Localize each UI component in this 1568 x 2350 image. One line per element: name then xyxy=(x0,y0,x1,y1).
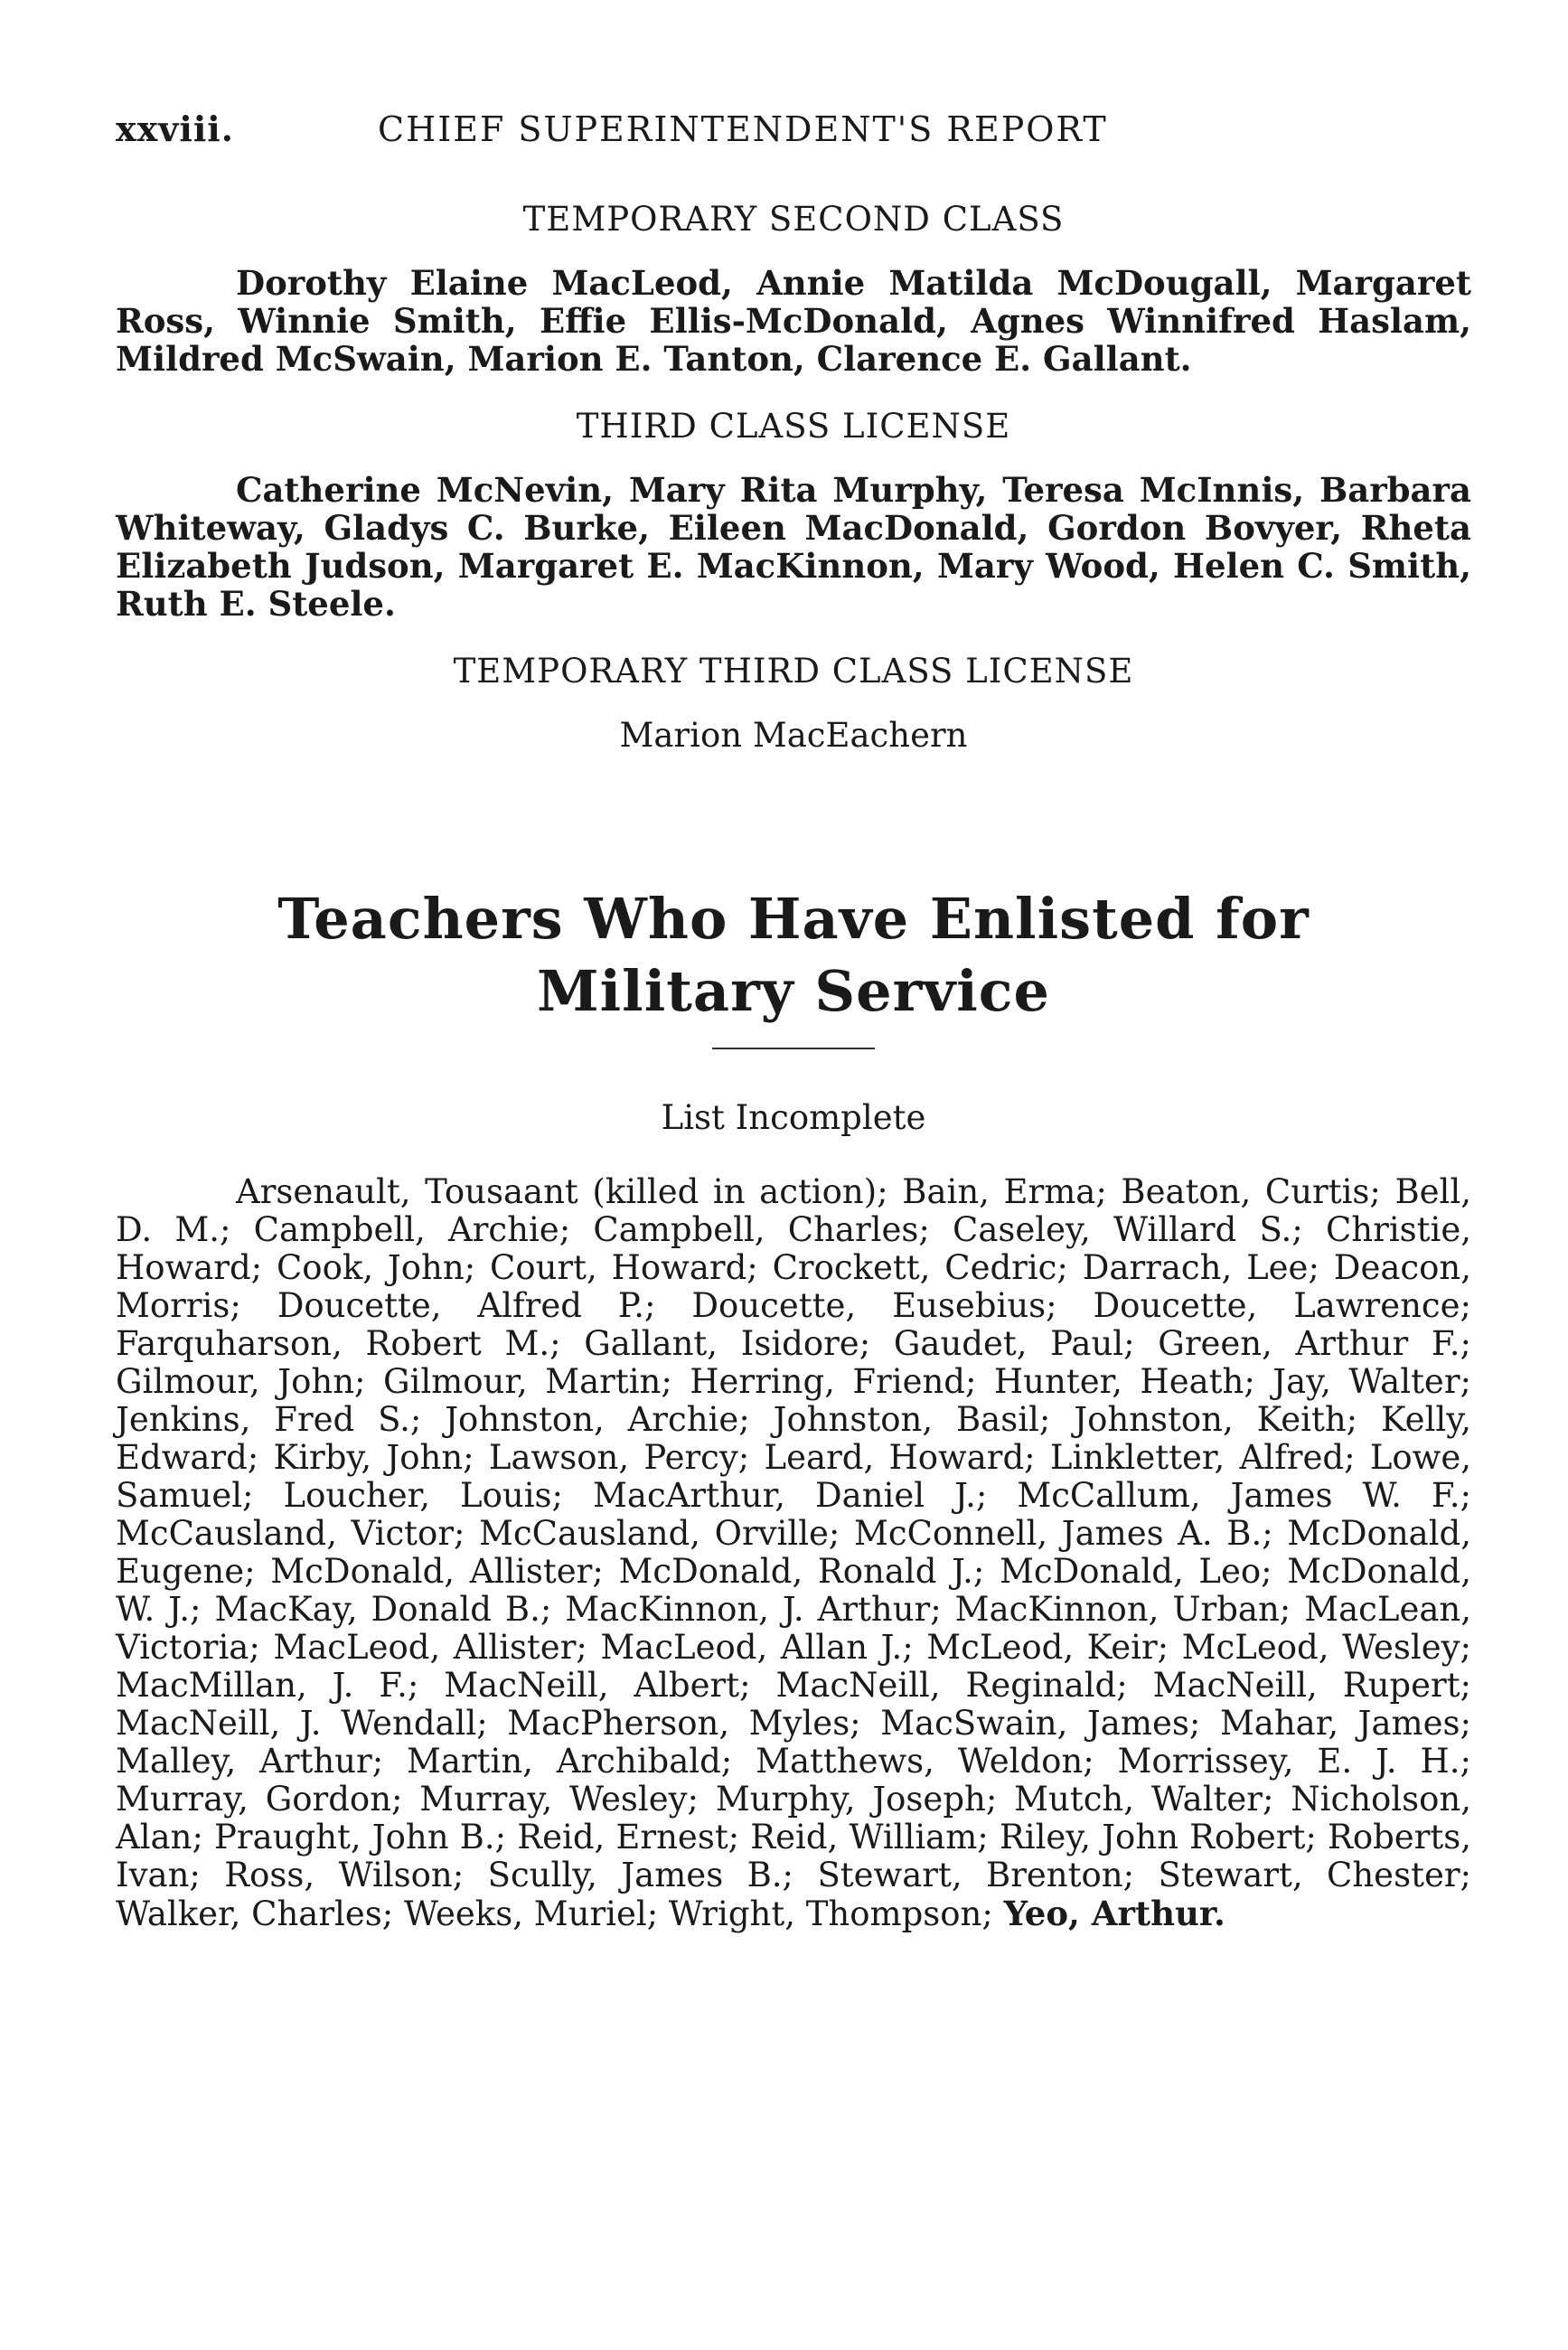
temporary-second-class-names: Dorothy Elaine MacLeod, Annie Matilda McDougall, Margaret Ross, Winnie Smith, Effie Ellis-McDonald, Agnes Winnifred Haslam, Mildred McSwain, Marion E. Tanton, Clarence E. Gallant. xyxy=(116,263,1471,379)
section-heading-temporary-second-class: TEMPORARY SECOND CLASS xyxy=(522,200,1065,239)
list-note: List Incomplete xyxy=(661,1098,926,1137)
temporary-third-class-license-names: Marion MacEachern xyxy=(619,716,968,755)
enlisted-title xyxy=(116,883,1471,1028)
enlisted-roster xyxy=(116,1173,1471,1933)
report-page xyxy=(116,108,1471,1933)
title-divider xyxy=(712,1048,875,1049)
page-header xyxy=(116,108,1471,149)
enlisted-title-line-1: Teachers Who Have Enlisted for xyxy=(277,886,1310,952)
running-head: CHIEF SUPERINTENDENT'S REPORT xyxy=(378,109,1108,149)
enlisted-roster-last: Yeo, Arthur. xyxy=(1003,1894,1225,1933)
enlisted-title-line-2: Military Service xyxy=(536,958,1051,1024)
page-number: xxviii. xyxy=(116,108,234,149)
enlisted-roster-names: Arsenault, Tousaant (killed in action); Bain, Erma; Beaton, Curtis; Bell, D. M.; Campbell, Archie; Campbell, Charles; Caseley, Willard S.; Christie, Howard; Cook, John; Court, Howard; Crockett, Cedric; Darrach, Lee; Deacon, Morris; Doucette, Alfred P.; Doucette, Eusebius; Doucette, Lawrence; Farquharson, Robert M.; Gallant, Isidore; Gaudet, Paul; Green, Arthur F.; Gilmour, John; Gilmour, Martin; Herring, Friend; Hunter, Heath; Jay, Walter; Jenkins, Fred S.; Johnston, Archie; Johnston, Basil; Johnston, Keith; Kelly, Edward; Kirby, John; Lawson, Percy; Leard, Howard; Linkletter, Alfred; Lowe, Samuel; Loucher, Louis; MacArthur, Daniel J.; McCallum, James W. F.; McCausland, Victor; McCausland, Orville; McConnell, James A. B.; McDonald, Eugene; McDonald, Allister; McDonald, Ronald J.; McDonald, Leo; McDonald, W. J.; MacKay, Donald B.; MacKinnon, J. Arthur; MacKinnon, Urban; MacLean, Victoria; MacLeod, Allister; MacLeod, Allan J.; McLeod, Keir; McLeod, Wesley; MacMillan, J. F.; MacNeill, Albert; MacNeill, Reginald; MacNeill, Rupert; MacNeill, J. Wendall; MacPherson, Myles; MacSwain, James; Mahar, James; Malley, Arthur; Martin, Archibald; Matthews, Weldon; Morrissey, E. J. H.; Murray, Gordon; Murray, Wesley; Murphy, Joseph; Mutch, Walter; Nicholson, Alan; Praught, John B.; Reid, Ernest; Reid, William; Riley, John Robert; Roberts, Ivan; Ross, Wilson; Scully, James B.; Stewart, Brenton; Stewart, Chester; Walker, Charles; Weeks, Muriel; Wright, Thompson; xyxy=(116,1172,1471,1933)
section-heading-third-class-license: THIRD CLASS LICENSE xyxy=(576,407,1011,446)
third-class-license-names: Catherine McNevin, Mary Rita Murphy, Teresa McInnis, Barbara Whiteway, Gladys C. Burke, Eileen MacDonald, Gordon Bovyer, Rheta Elizabeth Judson, Margaret E. MacKinnon, Mary Wood, Helen C. Smith, Ruth E. Steele. xyxy=(116,470,1471,624)
section-heading-temporary-third-class-license: TEMPORARY THIRD CLASS LICENSE xyxy=(453,652,1134,691)
